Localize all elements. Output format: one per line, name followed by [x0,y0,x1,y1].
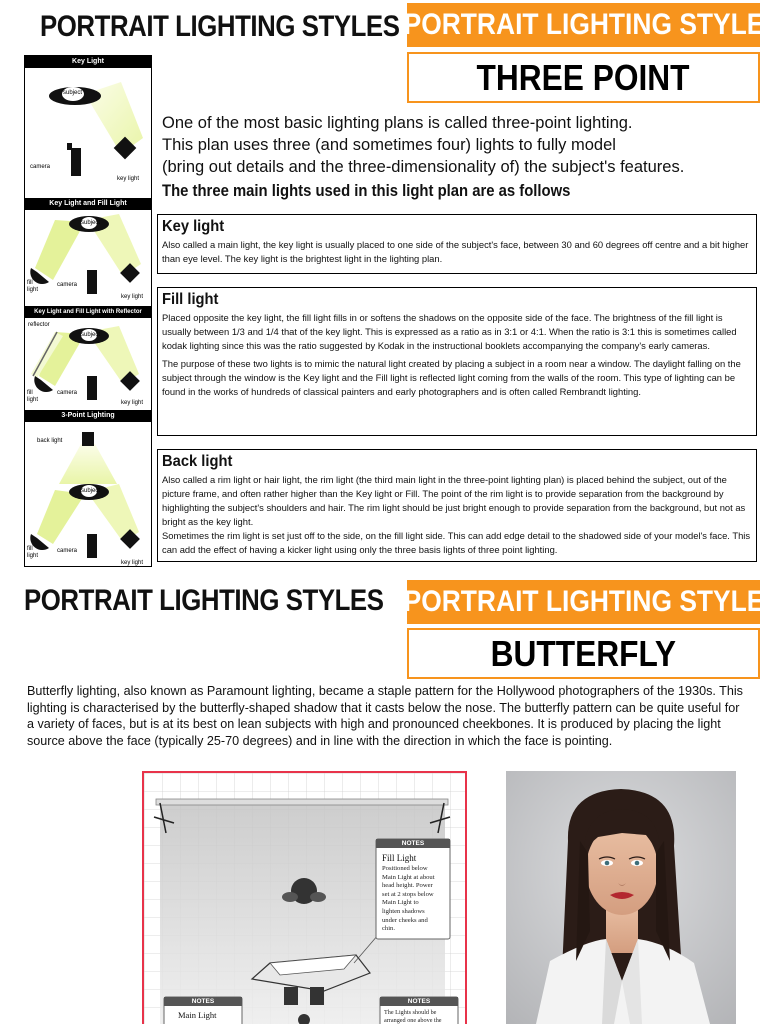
label-subject: subject [81,332,101,338]
section1-heading: PORTRAIT LIGHTING STYLES [40,10,400,43]
section2-heading: PORTRAIT LIGHTING STYLES [24,584,384,617]
fill-light-title: Fill light [162,291,219,308]
fill-light-box [157,287,757,436]
label-back-light: back light [37,438,63,444]
label-camera: camera [57,390,78,396]
three-point-diagram [25,422,151,567]
key-fill-diagram [25,210,151,306]
label-camera: camera [30,164,51,170]
diagram-title: Key Light and Fill Light [25,198,151,210]
section1-style-name: THREE POINT [407,52,760,103]
label-key-light: key light [121,400,144,406]
label-key-light: key light [117,176,140,182]
reflector-diagram [25,318,151,410]
label-reflector: reflector [28,322,50,328]
label-key-light: key light [121,560,144,566]
key-light-title: Key light [162,218,225,235]
diagram-title: 3-Point Lighting [25,410,151,422]
butterfly-description: Butterfly lighting, also known as Paramount lighting, became a staple pattern for the Hollywood photographers of the 1930s. This lighting is characterised by the butterfly-shaped shadow that it casts below the nose. The butterfly pattern can be quite useful for a variety of faces, but is at its best on lean subjects with high and pronounced cheekbones. It is produced by placing the light source above the face (typically 25-70 degrees) and in line with the direction in which the face is pointing. [27,684,743,748]
intro-line: (bring out details and the three-dimensionality of) the subject's features. [162,158,685,176]
label-key-light: key light [121,294,144,300]
diagram-title: Key Light and Fill Light with Reflector [25,306,151,318]
label-subject: subject [63,90,83,96]
section2-style-tag: PORTRAIT LIGHTING STYLE [407,580,760,624]
label-fill-light: fill light [27,390,39,403]
notes-fill-title: Fill Light [382,853,417,863]
back-light-text: Also called a rim light or hair light, the rim light (the third main light in the three-point lighting plan) is placed behind the subject, out of the picture frame, and often rather higher than the Key light or Fill. The point of the rim light is to provide separation from the background by highlighting the subject's shoulders and hair. The rim light should be just bright enough to provide separation from the background, but not as bright as the key light. Sometimes the rim light is set just off to the side, on the fill light side. This can add edge detail to the shadowed side of your model's face. This can add the effect of having a kicker light using only the three basis lights of three point lighting. [162,474,751,555]
notes-header: NOTES [401,840,425,847]
fill-light-text: Placed opposite the key light, the fill light fills in or softens the shadows on the opposite side of the face. The brightness of the fill light is usually between 1/3 and 1/4 that of the key light. This is expressed as a ratio as in 3:1 or 4:1. When the ratio is 3:1 this is sometimes called kodak lighting since this was the ratio suggested by Kodak in the instructional booklets accompanying the company's early cameras. [162,312,737,351]
label-fill-light: fill light [27,280,39,293]
section2-style-name: BUTTERFLY [407,628,760,679]
key-light-box [157,214,757,274]
portrait-illustration [506,771,736,1024]
intro-line: This plan uses three (and sometimes four) lights to fully model [162,136,616,154]
notes-lights-text: The Lights should be arranged one above the [384,1009,442,1024]
back-light-box [157,449,757,562]
back-light-title: Back light [162,453,233,470]
three-point-intro [162,112,762,178]
notes-fill-text: Positioned below Main Light at about head height. Power set at 2 stops below Main Light to lighten shadows under cheeks and chin. [382,865,435,933]
notes-main-title: Main Light [178,1010,217,1020]
label-subject: subject [81,488,101,494]
butterfly-studio-diagram [142,771,467,1024]
notes-header: NOTES [191,998,215,1005]
label-camera: camera [57,282,78,288]
label-camera: camera [57,548,78,554]
section1-style-tag: PORTRAIT LIGHTING STYLE [407,3,760,47]
key-light-diagram [25,68,151,198]
diagram-title: Key Light [25,56,151,68]
notes-header: NOTES [407,998,431,1005]
intro-bold-line: The three main lights used in this light plan are as follows [162,182,571,200]
butterfly-portrait-photo [506,771,736,1024]
intro-line: One of the most basic lighting plans is called three-point lighting. [162,114,633,132]
label-subject: subject [81,220,101,226]
fill-light-text-2: The purpose of these two lights is to mimic the natural light created by placing a subject in a room near a window. The daylight falling on the subject through the window is the Key light and the Fill light is reflected light coming from the walls of the room. This type of lighting can be found in the works of hundreds of classical painters and early photographers and is often called Rembrandt lighting. [162,358,741,397]
label-fill-light: fill light [27,546,39,559]
three-point-diagrams [24,55,152,567]
key-light-text: Also called a main light, the key light is usually placed to one side of the subject's face, between 30 and 60 degrees off centre and a bit higher than eye level. The key light is the brightest light in the lighting plan. [162,239,749,264]
